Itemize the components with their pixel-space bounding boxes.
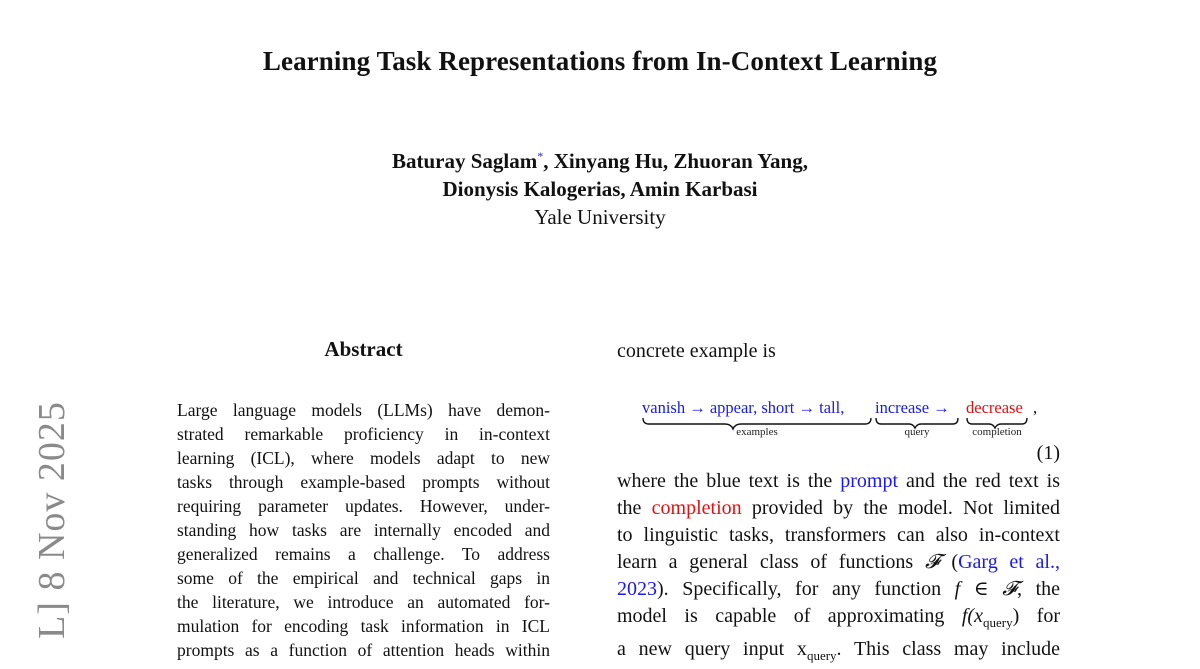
footnote-mark[interactable]: * [537,149,544,163]
abstract-line: requiring parameter updates. However, under- [177,496,550,516]
completion-word: completion [651,497,742,519]
label-completion: completion [972,426,1022,438]
eq-query: increase → [875,398,950,417]
citation-link[interactable]: 2023 [617,578,657,600]
text: , the [1016,578,1061,600]
para-line-7 [617,636,1060,669]
para-line-2 [617,495,1060,522]
abstract-line: standing how tasks are internally encoded and [177,520,550,540]
abstract-heading: Abstract [324,337,403,361]
authors-rest: , Xinyang Hu, Zhuoran Yang, [543,149,808,173]
eq-examples: vanish → appear, short → tall, [642,398,845,417]
paper-title: Learning Task Representations from In-Context Learning [262,46,938,76]
citation-link[interactable]: Garg et al., [958,551,1060,573]
math-F: 𝓕 [924,551,940,573]
abstract-line: Large language models (LLMs) have demon- [177,400,550,420]
text: and the red text is [898,470,1060,492]
prompt-word: prompt [840,470,899,492]
arxiv-stamp-text: L] 8 Nov 2025 [31,401,73,639]
text: a new query input x [617,638,807,660]
para-line-6 [617,603,1060,636]
para-line-3: to linguistic tasks, transformers can also in-context [617,524,1060,546]
author-first: Baturay Saglam [392,149,538,173]
abstract-line: mulation for encoding task information in ICL [177,616,550,636]
abstract-line: generalized remains a challenge. To address [177,544,550,564]
math-subscript: query [806,648,837,663]
abstract-line: some of the empirical and technical gaps in [177,568,550,588]
abstract-body [177,398,550,662]
text: ( [939,551,959,573]
right-column-paragraph [617,468,1060,669]
equation-1 [617,396,1060,468]
math-f-in-F: f ∈ 𝓕 [954,578,1017,600]
right-column-intro: concrete example is [617,340,776,362]
text: model is capable of approximating [617,605,962,627]
text: where the blue text is the [617,470,841,492]
para-line-5 [617,576,1060,603]
eq-comma: , [1033,398,1038,417]
math-f-xquery: f(x [961,605,983,627]
abstract-line: strated remarkable proficiency in in-context [177,424,550,444]
label-query: query [904,426,930,438]
text: ) for [1012,605,1060,627]
author-block [0,142,1200,231]
label-examples: examples [736,426,778,438]
text: provided by the model. Not limited [741,497,1060,519]
abstract-line: learning (ICL), where models adapt to new [177,448,550,468]
para-line-1 [617,468,1060,495]
text: ). Specifically, for any function [657,578,955,600]
text: . This class may include [836,638,1060,660]
text: learn a general class of functions [617,551,925,573]
abstract-line: prompts as a function of attention heads within [177,640,550,660]
authors-line-2: Dionysis Kalogerias, Amin Karbasi [442,177,758,201]
text: the [617,497,652,519]
para-line-4 [617,549,1060,576]
abstract-line: tasks through example-based prompts without [177,472,550,492]
math-subscript: query [982,615,1013,630]
abstract-line: the literature, we introduce an automated for- [177,592,550,612]
equation-number: (1) [1036,442,1060,464]
eq-completion: decrease [966,398,1023,417]
authors-line-1 [0,142,1200,175]
affiliation: Yale University [534,205,666,229]
